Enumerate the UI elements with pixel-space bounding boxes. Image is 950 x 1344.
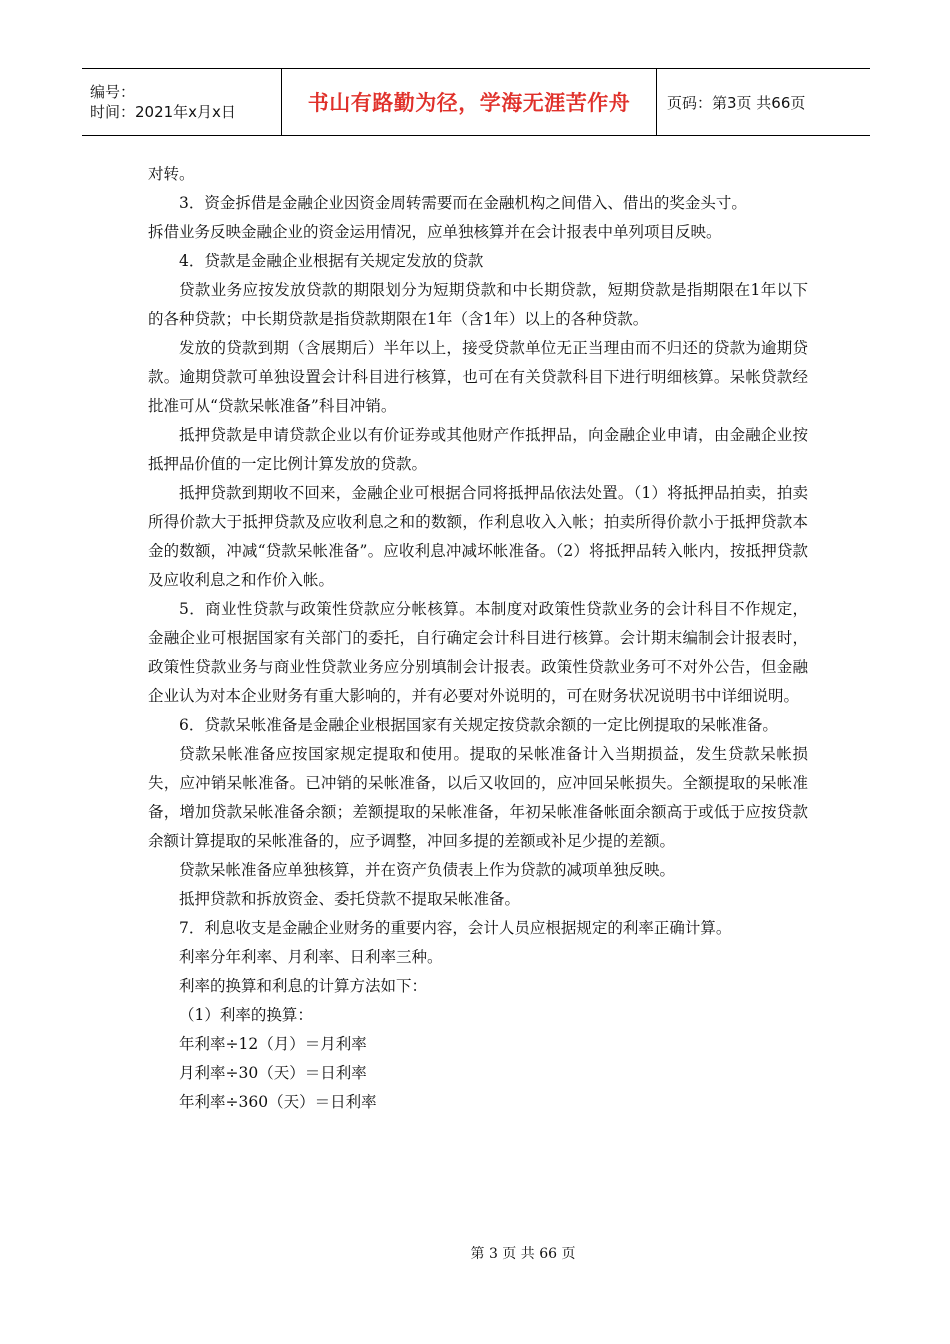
header-page-cell [657,69,870,135]
document-number-label: 编号： [90,83,136,101]
paragraph: 4．贷款是金融企业根据有关规定发放的贷款 [179,252,484,270]
paragraph: 5．商业性贷款与政策性贷款应分帐核算。本制度对政策性贷款业务的会计科目不作规定，金融企业可根据国家有关部门的委托，自行确定会计科目进行核算。会计期末编制会计报表时，政策性贷款业务与商业性贷款业务应分别填制会计报表。政策性贷款业务可不对外公告，但金融企业认为对本企业财务有重大影响的，并有必要对外说明的，可在财务状况说明书中详细说明。 [148,600,808,705]
paragraph: 抵押贷款是申请贷款企业以有价证券或其他财产作抵押品，向金融企业申请，由金融企业按抵押品价值的一定比例计算发放的贷款。 [148,426,808,473]
paragraph: 贷款业务应按发放贷款的期限划分为短期贷款和中长期贷款，短期贷款是指期限在1年以下的各种贷款；中长期贷款是指贷款期限在1年（含1年）以上的各种贷款。 [148,281,808,328]
paragraph: 7．利息收支是金融企业财务的重要内容，会计人员应根据规定的利率正确计算。 [179,919,732,937]
page-header [82,68,870,136]
footer-page-number: 第 3 页 共 66 页 [470,1246,576,1262]
page-footer [0,1243,950,1263]
header-motto-cell [282,69,657,135]
header-meta [82,69,282,135]
paragraph: 发放的贷款到期（含展期后）半年以上，接受贷款单位无正当理由而不归还的贷款为逾期贷款。逾期贷款可单独设置会计科目进行核算，也可在有关贷款科目下进行明细核算。呆帐贷款经批准可从“贷款呆帐准备”科目冲销。 [148,339,808,415]
paragraph: 6．贷款呆帐准备是金融企业根据国家有关规定按贷款余额的一定比例提取的呆帐准备。 [179,716,778,734]
paragraph: （1）利率的换算： [179,1006,313,1024]
paragraph: 抵押贷款和拆放资金、委托贷款不提取呆帐准备。 [179,890,521,908]
formula-line: 年利率÷12（月）＝月利率 [179,1035,367,1053]
header-page-info: 页码：第3页 共66页 [667,93,806,112]
document-time-label: 时间：2021年x月x日 [90,103,236,121]
paragraph: 拆借业务反映金融企业的资金运用情况，应单独核算并在会计报表中单列项目反映。 [148,223,722,241]
paragraph: 贷款呆帐准备应按国家规定提取和使用。提取的呆帐准备计入当期损益，发生贷款呆帐损失，应冲销呆帐准备。已冲销的呆帐准备，以后又收回的，应冲回呆帐损失。全额提取的呆帐准备，增加贷款呆帐准备余额；差额提取的呆帐准备，年初呆帐准备帐面余额高于或低于应按贷款余额计算提取的呆帐准备的，应予调整，冲回多提的差额或补足少提的差额。 [148,745,808,850]
paragraph: 利率分年利率、月利率、日利率三种。 [179,948,443,966]
formula-line: 年利率÷360（天）＝日利率 [179,1093,377,1111]
paragraph: 利率的换算和利息的计算方法如下： [179,977,428,995]
paragraph: 贷款呆帐准备应单独核算，并在资产负债表上作为贷款的减项单独反映。 [179,861,676,879]
header-motto: 书山有路勤为径，学海无涯苦作舟 [307,91,631,115]
paragraph: 抵押贷款到期收不回来，金融企业可根据合同将抵押品依法处置。（1）将抵押品拍卖，拍卖所得价款大于抵押贷款及应收利息之和的数额，作利息收入入帐；拍卖所得价款小于抵押贷款本金的数额，冲减“贷款呆帐准备”。应收利息冲减坏帐准备。（2）将抵押品转入帐内，按抵押贷款及应收利息之和作价入帐。 [148,484,808,589]
paragraph: 3．资金拆借是金融企业因资金周转需要而在金融机构之间借入、借出的奖金头寸。 [179,194,747,212]
document-body [148,160,808,1117]
paragraph: 对转。 [148,165,195,183]
formula-line: 月利率÷30（天）＝日利率 [179,1064,367,1082]
